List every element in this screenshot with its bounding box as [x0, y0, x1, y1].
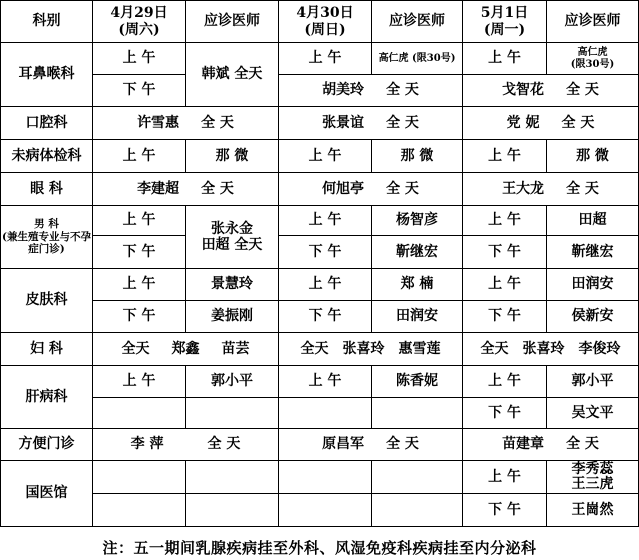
eye-d3-time: 全 天	[566, 180, 599, 197]
derm-row-pm	[1, 301, 639, 333]
tcm-d2-pm-doctor-empty	[372, 494, 463, 527]
eye-d3-doctor: 王大龙	[502, 180, 545, 197]
gyn-d3-cell	[463, 333, 639, 366]
dept-conv: 方便门诊	[1, 429, 93, 461]
gyn-d3-time: 全天	[480, 340, 509, 357]
gyn-d2-doctor1: 张喜玲	[342, 340, 385, 357]
derm-d3-am: 上 午	[463, 269, 547, 301]
gyn-d2-time: 全天	[300, 340, 329, 357]
ent-d1-doctor: 韩斌 全天	[186, 43, 279, 107]
liver-d2-pm-doctor-empty	[372, 398, 463, 429]
liver-d3-am-doctor: 郭小平	[547, 366, 639, 398]
gyn-d2-cell	[279, 333, 463, 366]
ent-d2-pm-time: 全 天	[386, 82, 419, 99]
eye-d2-doctor: 何旭亭	[322, 180, 365, 197]
ent-d3-pm-doctor: 戈智花	[502, 82, 545, 99]
dept-oral: 口腔科	[1, 107, 93, 140]
ent-d2-am-doctor: 高仁虎 (限30号)	[372, 43, 463, 75]
oral-d1-cell	[93, 107, 279, 140]
checkup-d1-doctor: 那 微	[186, 140, 279, 173]
ent-d2-pm-doctor: 胡美玲	[322, 82, 365, 99]
conv-d1-cell	[93, 429, 279, 461]
ent-d2-am: 上 午	[279, 43, 372, 75]
liver-d2-am-doctor: 陈香妮	[372, 366, 463, 398]
eye-d1-doctor: 李建超	[137, 180, 180, 197]
header-doctor-day2: 应诊医师	[372, 1, 463, 43]
ent-d2-pm-cell	[279, 75, 463, 107]
liver-d1-am-doctor: 郭小平	[186, 366, 279, 398]
oral-d2-doctor: 张景谊	[322, 114, 365, 131]
gyn-row	[1, 333, 639, 366]
derm-d3-am-doctor: 田润安	[547, 269, 639, 301]
derm-d1-pm-doctor: 姜振刚	[186, 301, 279, 333]
liver-d3-pm: 下 午	[463, 398, 547, 429]
liver-d3-pm-doctor: 吴文平	[547, 398, 639, 429]
eye-d2-time: 全 天	[386, 180, 419, 197]
derm-d3-pm: 下 午	[463, 301, 547, 333]
conv-d1-time: 全 天	[207, 436, 241, 453]
oral-d3-time: 全 天	[561, 114, 595, 131]
male-d1-am: 上 午	[93, 206, 186, 236]
tcm-d1-pm-doctor-empty	[186, 494, 279, 527]
dept-male: 男 科 (兼生殖专业与不孕症门诊)	[1, 206, 93, 269]
oral-d3-cell	[463, 107, 639, 140]
checkup-d2-am: 上 午	[279, 140, 372, 173]
eye-d1-cell	[93, 173, 279, 206]
checkup-d3-doctor: 那 微	[547, 140, 639, 173]
tcm-row-am	[1, 461, 639, 494]
conv-d3-doctor: 苗建章	[502, 436, 545, 453]
header-day2: 4月30日 (周日)	[279, 1, 372, 43]
liver-row-am	[1, 366, 639, 398]
conv-d1-doctor: 李 萍	[130, 436, 164, 453]
male-d1-doctor: 张永金 田超 全天	[186, 206, 279, 269]
liver-row-pm	[1, 398, 639, 429]
tcm-d1-am-empty	[93, 461, 186, 494]
eye-d3-cell	[463, 173, 639, 206]
liver-d1-pm-empty	[93, 398, 186, 429]
header-doctor-day3: 应诊医师	[547, 1, 639, 43]
derm-d2-am: 上 午	[279, 269, 372, 301]
gyn-d1-time: 全天	[121, 340, 150, 357]
eye-d2-cell	[279, 173, 463, 206]
footer-note: 注：五一期间乳腺疾病挂至外科、风湿免疫科疾病挂至内分泌科	[102, 539, 537, 557]
male-d3-am-doctor: 田超	[547, 206, 639, 236]
male-d2-am-doctor: 杨智彦	[372, 206, 463, 236]
derm-d2-am-doctor: 郑 楠	[372, 269, 463, 301]
oral-d1-time: 全 天	[201, 114, 234, 131]
tcm-row-pm	[1, 494, 639, 527]
checkup-row	[1, 140, 639, 173]
liver-d2-pm-empty	[279, 398, 372, 429]
checkup-d3-am: 上 午	[463, 140, 547, 173]
header-row	[1, 1, 639, 43]
derm-d1-pm: 下 午	[93, 301, 186, 333]
gyn-d1-doctor1: 郑鑫	[171, 340, 200, 357]
oral-d2-cell	[279, 107, 463, 140]
checkup-d1-am: 上 午	[93, 140, 186, 173]
ent-row-am	[1, 43, 639, 75]
ent-d1-pm: 下 午	[93, 75, 186, 107]
gyn-d3-doctor2: 李俊玲	[578, 340, 621, 357]
conv-d2-cell	[279, 429, 463, 461]
male-row-am	[1, 206, 639, 236]
conv-row	[1, 429, 639, 461]
header-doctor-day1: 应诊医师	[186, 1, 279, 43]
tcm-d1-am-doctor-empty	[186, 461, 279, 494]
ent-row-pm	[1, 75, 639, 107]
dept-tcm: 国医馆	[1, 461, 93, 527]
ent-d3-am: 上 午	[463, 43, 547, 75]
liver-d1-pm-doctor-empty	[186, 398, 279, 429]
male-d2-pm: 下 午	[279, 236, 372, 269]
tcm-d3-am: 上 午	[463, 461, 547, 494]
header-day3: 5月1日 (周一)	[463, 1, 547, 43]
dept-liver: 肝病科	[1, 366, 93, 429]
male-d2-am: 上 午	[279, 206, 372, 236]
tcm-d3-pm: 下 午	[463, 494, 547, 527]
male-d3-pm: 下 午	[463, 236, 547, 269]
dept-derm: 皮肤科	[1, 269, 93, 333]
gyn-d3-doctor1: 张喜玲	[522, 340, 565, 357]
derm-d1-am-doctor: 景慧玲	[186, 269, 279, 301]
conv-d2-doctor: 原昌军	[322, 436, 365, 453]
conv-d3-cell	[463, 429, 639, 461]
derm-row-am	[1, 269, 639, 301]
oral-d1-doctor: 许雪惠	[137, 114, 180, 131]
liver-d1-am: 上 午	[93, 366, 186, 398]
ent-d3-am-doctor: 高仁虎 (限30号)	[547, 43, 639, 75]
ent-d3-pm-time: 全 天	[566, 82, 599, 99]
male-d2-pm-doctor: 靳继宏	[372, 236, 463, 269]
derm-d2-pm: 下 午	[279, 301, 372, 333]
conv-d2-time: 全 天	[386, 436, 419, 453]
gyn-d2-doctor2: 惠雪莲	[398, 340, 441, 357]
oral-row	[1, 107, 639, 140]
conv-d3-time: 全 天	[566, 436, 599, 453]
checkup-d2-doctor: 那 微	[372, 140, 463, 173]
male-d1-pm: 下 午	[93, 236, 186, 269]
eye-row	[1, 173, 639, 206]
dept-checkup: 未病体检科	[1, 140, 93, 173]
derm-d1-am: 上 午	[93, 269, 186, 301]
oral-d2-time: 全 天	[386, 114, 419, 131]
tcm-d1-pm-empty	[93, 494, 186, 527]
ent-d1-am: 上 午	[93, 43, 186, 75]
header-dept: 科别	[1, 1, 93, 43]
gyn-d1-cell	[93, 333, 279, 366]
male-d3-am: 上 午	[463, 206, 547, 236]
oral-d3-doctor: 党 妮	[506, 114, 540, 131]
derm-d3-pm-doctor: 侯新安	[547, 301, 639, 333]
eye-d1-time: 全 天	[201, 180, 234, 197]
tcm-d2-pm-empty	[279, 494, 372, 527]
liver-d2-am: 上 午	[279, 366, 372, 398]
ent-d3-pm-cell	[463, 75, 639, 107]
gyn-d1-doctor2: 苗芸	[221, 340, 250, 357]
dept-ent: 耳鼻喉科	[1, 43, 93, 107]
male-row-pm	[1, 236, 639, 269]
header-day1: 4月29日 (周六)	[93, 1, 186, 43]
tcm-d3-pm-doctor: 王崗然	[547, 494, 639, 527]
dept-eye: 眼 科	[1, 173, 93, 206]
dept-gyn: 妇 科	[1, 333, 93, 366]
derm-d2-pm-doctor: 田润安	[372, 301, 463, 333]
tcm-d2-am-empty	[279, 461, 372, 494]
tcm-d2-am-doctor-empty	[372, 461, 463, 494]
liver-d3-am: 上 午	[463, 366, 547, 398]
male-d3-pm-doctor: 靳继宏	[547, 236, 639, 269]
tcm-d3-am-doctor: 李秀蕊 王三虎	[547, 461, 639, 494]
